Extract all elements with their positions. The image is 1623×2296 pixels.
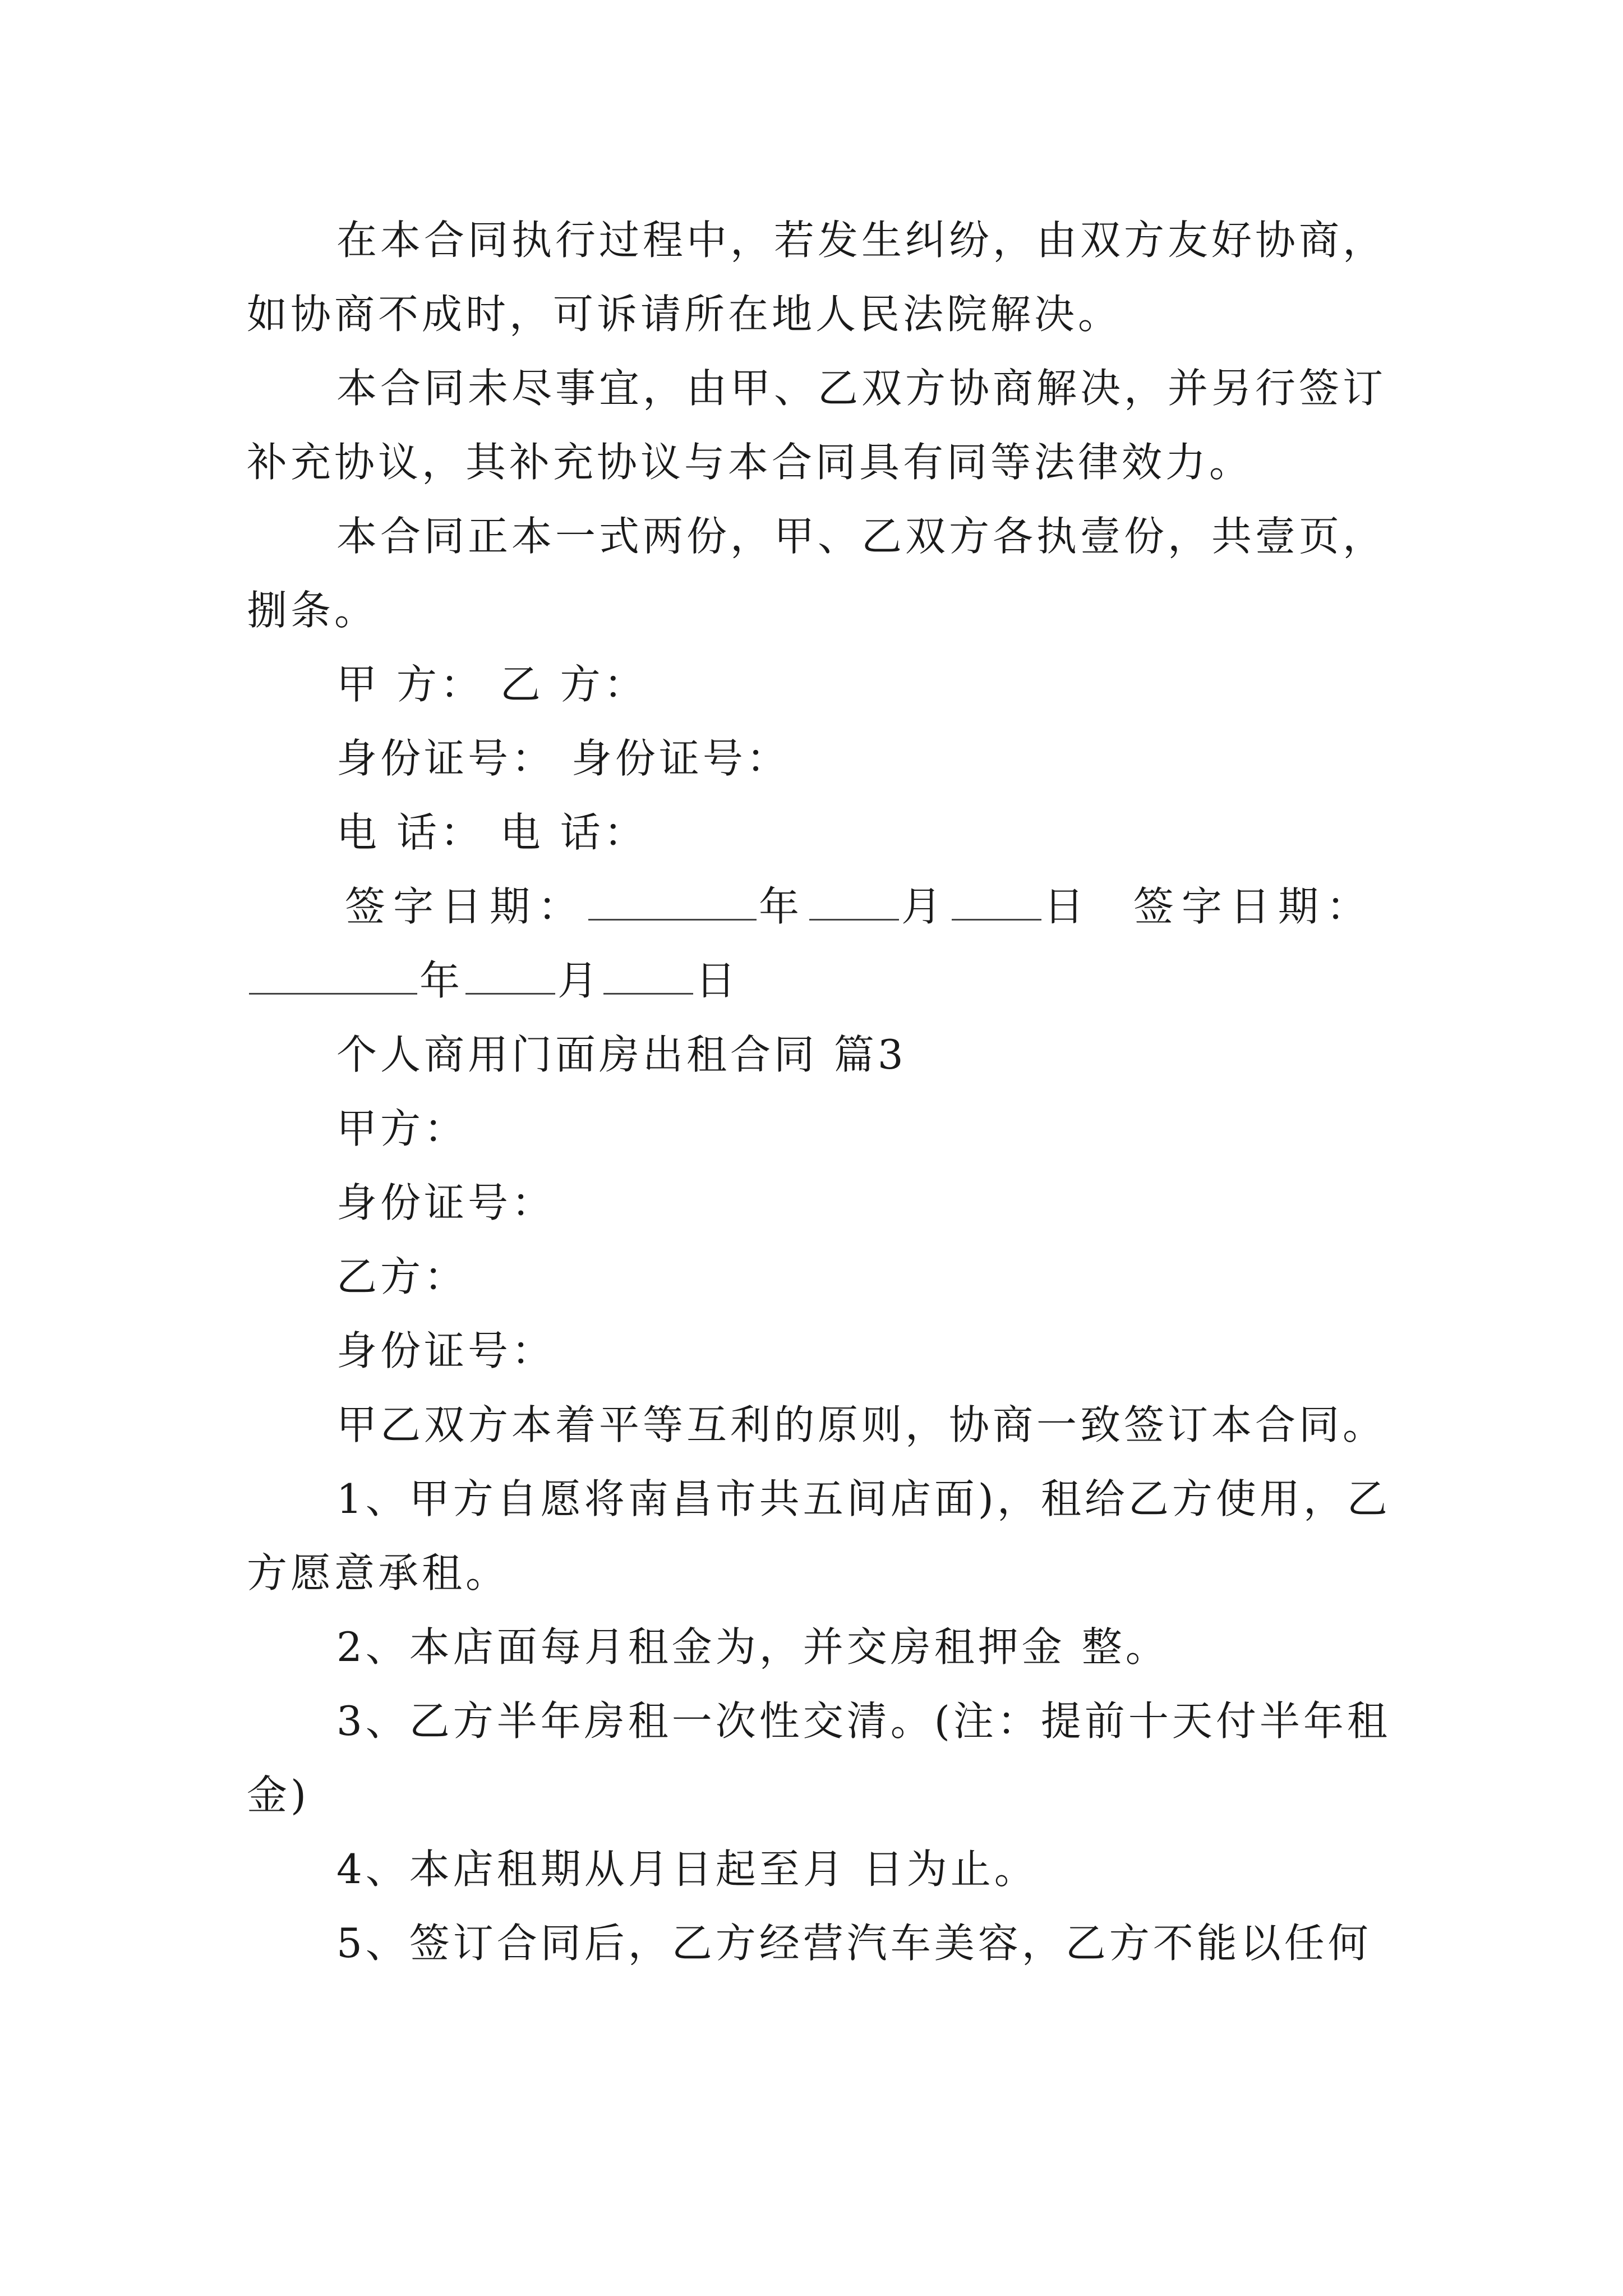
signature-date-label: 签字日期：: [1133, 883, 1375, 930]
paragraph-line: 在本合同执行过程中，若发生纠纷，由双方友好协商，: [336, 217, 1387, 264]
day-label: 日: [1044, 883, 1092, 930]
month-blank: [809, 880, 899, 921]
paragraph-line: 本合同未尽事宜，由甲、乙双方协商解决，并另行签订: [336, 365, 1387, 412]
paragraph-line: 本合同正本一式两份，甲、乙双方各执壹份，共壹页，: [336, 513, 1387, 560]
day-blank: [603, 954, 693, 995]
signature-date-row-continued: [247, 954, 1424, 1007]
clause-line: 方愿意承租。: [247, 1549, 510, 1596]
section-heading: 个人商用门面房出租合同 篇3: [336, 1031, 907, 1078]
clause-line: 金): [247, 1772, 310, 1819]
id-number-labels: 身份证号： 身份证号：: [336, 735, 790, 782]
paragraph-line: 捌条。: [247, 587, 379, 634]
month-label: 月: [901, 883, 950, 930]
signature-date-label: 签字日期：: [345, 883, 587, 930]
clause-line: 2、本店面每月租金为，并交房租押金 整。: [336, 1623, 1169, 1671]
month-label: 月: [557, 957, 602, 1004]
party-labels: 甲 方： 乙 方：: [336, 661, 648, 708]
id-number-label: 身份证号：: [336, 1327, 556, 1374]
clause-line: 3、乙方半年房租一次性交清。(注：提前十天付半年租: [336, 1697, 1391, 1745]
paragraph-line: 如协商不成时，可诉请所在地人民法院解决。: [247, 291, 1122, 338]
paragraph-line: 补充协议，其补充协议与本合同具有同等法律效力。: [247, 439, 1253, 486]
day-label: 日: [695, 957, 740, 1004]
id-number-label: 身份证号：: [336, 1179, 556, 1226]
year-blank: [249, 954, 417, 995]
year-blank: [588, 880, 757, 921]
clause-line: 5、签订合同后，乙方经营汽车美容，乙方不能以任何: [336, 1920, 1372, 1967]
phone-labels: 电 话： 电 话：: [336, 809, 648, 856]
clause-line: 1、甲方自愿将南昌市共五间店面)，租给乙方使用，乙: [336, 1475, 1391, 1522]
month-blank: [465, 954, 555, 995]
party-b-label: 乙方：: [336, 1253, 468, 1300]
signature-date-row: [345, 880, 1523, 933]
paragraph-line: 甲乙双方本着平等互利的原则，协商一致签订本合同。: [336, 1401, 1387, 1448]
year-label: 年: [759, 883, 808, 930]
year-label: 年: [419, 957, 464, 1004]
party-a-label: 甲方：: [336, 1105, 468, 1152]
day-blank: [952, 880, 1041, 921]
clause-line: 4、本店租期从月日起至月 日为止。: [336, 1846, 1038, 1893]
